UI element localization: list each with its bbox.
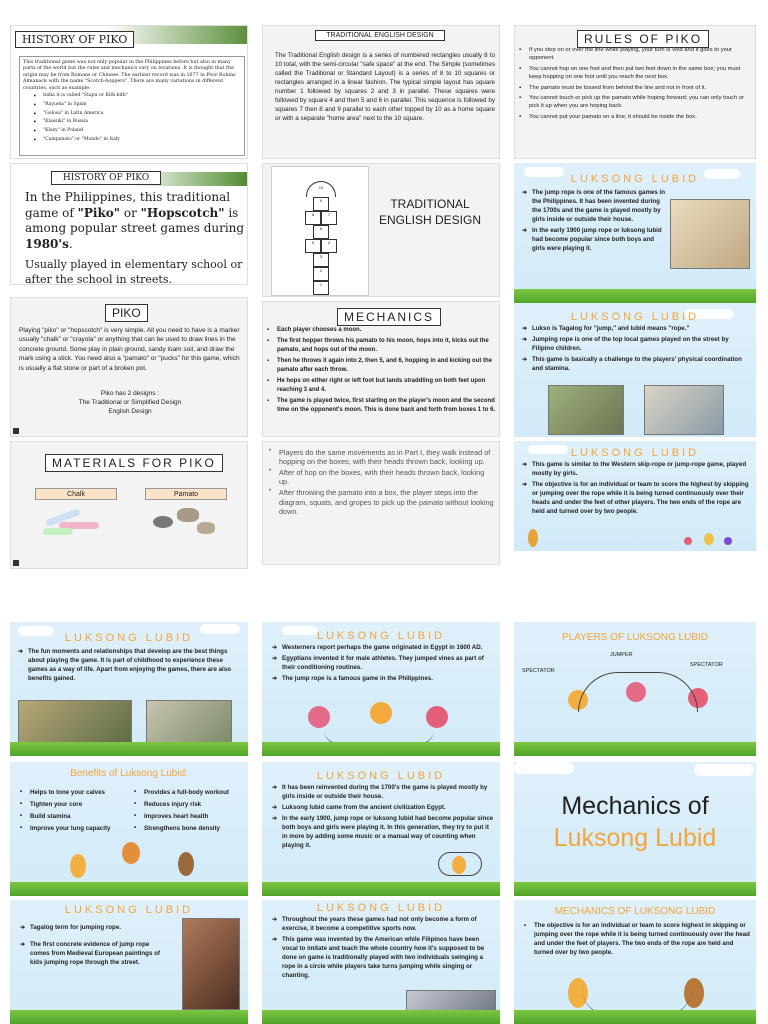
slide-title: HISTORY OF PIKO — [51, 171, 161, 185]
slide-title: RULES OF PIKO — [577, 30, 709, 48]
hopscotch-box: 5 — [305, 239, 321, 253]
slide-title: LUKSONG LUBID — [570, 173, 700, 185]
history-text-2: Usually played in elementary school or after the school in streets. — [25, 258, 243, 285]
list-item: ➔ This game was invented by the American while Filipinos have been vocal to imitate and teach the whole country how it's supposed to be done on game is traditionally played with two individuals swinging a rope in a circle while players take turns jumping while singing or chanting. — [272, 936, 496, 981]
spectator-label: SPECTATOR — [690, 662, 723, 668]
list-item: ▪ You cannot touch or pick up the pamato while hoping forward; you can only touch or pick it up when you are hoping back. — [519, 94, 751, 111]
history-text: is among popular street games during — [25, 205, 245, 236]
slide-mechanics-part-2 — [262, 441, 500, 565]
list-item: ➔ This game is basically a challenge to the players' physical coordination and stamina. — [522, 356, 750, 374]
list-item: • "Golosa" in Latin America — [33, 111, 241, 118]
list-item: ➔ It has been reinvented during the 1700's the game is played mostly by girls inside or outside their house. — [272, 784, 496, 802]
slide-benefits — [10, 762, 248, 896]
kid-jumping-illustration — [438, 852, 482, 882]
vintage-jump-rope-painting — [670, 199, 750, 269]
slide-traditional-english-design-2 — [262, 163, 500, 297]
list-item: ➔ The fun moments and relationships that develop are the best things about playing the game. It is part of childhood to experience these games as a way of life. Apart from enjoying the games, there are also benefits gained. — [18, 648, 244, 684]
hopscotch-diagram — [271, 166, 369, 296]
group-photo — [18, 700, 132, 746]
title-line-1: Mechanics of — [561, 792, 709, 820]
slide-title: Benefits of Luksong Lubid: — [70, 768, 188, 779]
slide-title: LUKSONG LUBID — [64, 904, 194, 916]
slide-history-of-piko-1 — [10, 25, 248, 159]
hopscotch-box: 9 — [313, 197, 329, 211]
slide-title: LUKSONG LUBID — [64, 632, 194, 644]
list-item: ▪ You cannot put your pamato on a line; it should be inside the box. — [519, 113, 751, 121]
list-item: • The objective is for an individual or team to score highest in skipping or jumping over the rope while it is being turned continuously over the head and under the feet of players. The two ends of the rope are held and turned over by two people. — [524, 922, 750, 958]
slide-luksong-lubid-5 — [262, 622, 500, 756]
slide-mechanics-of-luksong-lubid — [514, 900, 756, 1024]
list-item: • "Klasy" in Poland — [33, 128, 241, 135]
pamato-stones-icon — [153, 508, 223, 538]
slide-title: LUKSONG LUBID — [316, 630, 446, 642]
hopscotch-box: 1 — [313, 281, 329, 295]
design-item: English Design — [108, 407, 152, 415]
list-item: ▪ The game is played twice, first starting on the player's moon and the second time on the opponent's moon. This is done back and forth from boxes 1 to 6. — [267, 397, 497, 415]
list-item: • Players do the same movements as in Part I, they walk instead of hopping on the boxes, with their heads thrown back, looking up. — [269, 448, 495, 466]
list-item: ➔ Jumping rope is one of the top local games played on the street by Filipino children. — [522, 336, 750, 354]
list-item: ▪ He hops on either right or left foot but lands straddling on both feet upon reaching 3 and 4. — [267, 377, 497, 395]
list-item: ➔ In the early 1900, jump rope or luksong lubid had become popular since both boys and girls were playing it. In this generation, they try to put it in more by adding some music or a manual way of counting when playing it. — [272, 815, 496, 851]
slide-luksong-lubid-8 — [262, 900, 500, 1024]
list-item: • After of hop on the boxes, with their heads thrown back, looking up. — [269, 468, 495, 486]
chalk-icon — [41, 508, 111, 538]
list-item: ➔ In the early 1900 jump rope or luksong lubid had become popular since both boys and girls were playing it. — [522, 227, 668, 254]
slide-body: The Traditional English design is a series of numbered rectangles usually 8 to 10 total, with the semi-circular "safe space" at the end. The Simple (sometimes called the Traditional or Standard Layout) is a series of 8 to 10 squares or rectangles arranged in a linear fashion. The typical simple layout has square number 1 followed by squares 2 and 3 in parallel. These squares were followed by square 4 and then 5 and 6 in parallel. This sequence is followed by squares 7 then 8 and 9 parallel to each other topped by 10 as a home square or with a separate "home area" next to the 10 square. — [275, 52, 495, 122]
pamato-label: Pamato — [145, 488, 227, 500]
slide-materials-for-piko — [10, 441, 248, 569]
jumper-label: JUMPER — [610, 652, 633, 658]
hopscotch-box: 7 — [321, 211, 337, 225]
title-line-2: Luksong Lubid — [553, 824, 717, 852]
jump-rope-photo — [146, 700, 232, 746]
list-item: ▪ The first hopper throws his pamato to his moon, hops into it, kicks out the pamato, and hops out of the moon. — [267, 337, 497, 355]
hopscotch-term: "Hopscotch" — [140, 205, 225, 220]
list-item: ➔ Luksong lubid came from the ancient civilization Egypt. — [272, 804, 496, 813]
list-item: ▪ The pamato must be tossed from behind the line and not in front of it. — [519, 84, 751, 92]
hopscotch-box: 2 — [313, 267, 329, 281]
list-item: • India it is called "Stapu or Kith-kith" — [33, 93, 241, 100]
slide-luksong-lubid-2 — [514, 303, 756, 437]
slide-luksong-lubid-1 — [514, 163, 756, 303]
list-item: • "Campanato" or "Mondo" in Italy — [33, 137, 241, 144]
street-photo — [548, 385, 624, 435]
hopscotch-box: 10 — [318, 185, 324, 190]
design-item: The Traditional or Simplified Design — [78, 398, 182, 406]
list-item: ➔ Egyptians invented it for male athletes. They jumped vines as part of their conditioning routines. — [272, 655, 496, 673]
list-item: ▪ You cannot hop on one foot and then put two feet down in the same box; you must keep hopping on one foot until you reach the next box. — [519, 65, 751, 82]
list-item: ▪ Each player chooses a moon. — [267, 326, 497, 335]
list-item: • After throwing the pamato into a box, the player steps into the diagram, squats, and gropes to pick up the pamato without looking down. — [269, 488, 495, 515]
kids-jumping-illustration — [308, 702, 458, 746]
slide-title: TRADITIONAL ENGLISH DESIGN — [378, 197, 482, 228]
history-text: or — [120, 205, 141, 220]
slide-history-of-piko-2 — [10, 163, 248, 285]
history-text: . — [68, 236, 73, 251]
slide-title: LUKSONG LUBID — [570, 447, 700, 459]
history-text: In the Philippines, this traditional game of — [25, 190, 231, 220]
hopscotch-box: 8 — [305, 211, 321, 225]
slide-mechanics — [262, 301, 500, 437]
list-item: ▪ If you step on or over the line while playing, your turn is void and it goes to your opponent. — [519, 46, 751, 63]
hopscotch-box: 4 — [321, 239, 337, 253]
slide-luksong-lubid-7 — [10, 900, 248, 1024]
slide-luksong-lubid-4 — [10, 622, 248, 756]
medieval-painting — [182, 918, 240, 1010]
kid-illustration — [704, 533, 714, 545]
chalk-label: Chalk — [35, 488, 117, 500]
kid-illustration — [724, 537, 732, 545]
slide-luksong-lubid-6 — [262, 762, 500, 896]
slide-rules-of-piko — [514, 25, 756, 159]
spectator-label: SPECTATOR — [522, 668, 555, 674]
benefit-item: • Reduces injury risk — [134, 800, 244, 810]
slide-body: This traditional game was not only popular in the Philippines before but also in many parts of the world but the rules and mechanics vary on locations. It is thought that the origin may be from Romans or Chinese. The earliest record was in 1677 in Poor Robins Almanack with the name "Scotch-hoppers". There are many variations in different countries, such as example: — [23, 60, 236, 91]
list-item: • "Klassiki" in Russia — [33, 119, 241, 126]
slide-title: MATERIALS FOR PIKO — [45, 454, 223, 472]
hopscotch-box: 6 — [313, 225, 329, 239]
slide-title: MECHANICS OF LUKSONG LUBID — [554, 906, 716, 917]
piko-term: "Piko" — [77, 205, 121, 220]
players-illustration — [564, 672, 714, 732]
slide-mechanics-of-luksong-lubid-title — [514, 762, 756, 896]
children-photo — [644, 385, 724, 435]
benefit-item: • Strengthens bone density — [134, 824, 244, 834]
year-term: 1980's — [25, 236, 69, 251]
list-item: ➔ The jump rope is one of the famous games in the Philippines. It has been invented during the 1700s and the game is played mostly by girls inside or outside their house. — [522, 189, 668, 225]
slide-traditional-english-design-1 — [262, 25, 500, 159]
slide-title: LUKSONG LUBID — [316, 902, 446, 914]
kids-rope-illustration — [70, 842, 200, 882]
slide-luksong-lubid-3 — [514, 441, 756, 551]
slide-piko — [10, 297, 248, 437]
slide-title: LUKSONG LUBID — [316, 770, 446, 782]
list-item: ➔ This game is similar to the Western skip-rope or jump-rope game, played mostly by girls. — [522, 461, 752, 479]
list-item: ➔ Westerners report perhaps the game originated in Egypt in 1600 AD. — [272, 644, 496, 653]
slide-title: TRADITIONAL ENGLISH DESIGN — [315, 30, 445, 41]
slide-title: HISTORY OF PIKO — [15, 31, 134, 48]
slide-players-of-luksong-lubid — [514, 622, 756, 756]
list-item: • "Rayuela" in Spain — [33, 102, 241, 109]
kid-illustration — [684, 537, 692, 545]
slide-title: LUKSONG LUBID — [570, 311, 700, 323]
design-heading: Piko has 2 designs : — [100, 390, 160, 397]
list-item: ▪ Then he throws it again into 2, then 5, and 6, hopping in and kicking out the pamato after each throw. — [267, 357, 497, 375]
list-item: ➔ Lukso is Tagalog for "jump," and lubid means "rope." — [522, 325, 750, 334]
benefit-item: • Helps to tone your calves — [20, 788, 130, 798]
list-item: ➔ Tagalog term for jumping rope. — [20, 924, 170, 933]
list-item: ➔ Throughout the years these games had not only become a form of exercise, it become a competitive sports now. — [272, 916, 496, 934]
list-item: ➔ The jump rope is a famous game in the Philippines. — [272, 675, 496, 684]
benefit-item: • Provides a full-body workout — [134, 788, 244, 798]
benefit-item: • Improves heart health — [134, 812, 244, 822]
benefit-item: • Improve your lung capacity — [20, 824, 130, 834]
list-item: ➔ The first concrete evidence of jump rope comes from Medieval European paintings of kids jumping rope through the street. — [20, 941, 170, 968]
kid-illustration — [528, 529, 538, 547]
list-item: ➔ The objective is for an individual or team to score the highest by skipping or jumping over the rope while it is being turned continuously over their heads and under the feet of other players. The two ends of the rope are held and turned over by two people. — [522, 481, 752, 517]
benefit-item: • Build stamina — [20, 812, 130, 822]
slide-body: Playing "piko" or "hopscotch" is very simple. All you need to have is a marker usually "chalk" or "crayola" or anything that can be used to draw lines in the concrete ground. Some play in plain ground, sandy loam soil, and draw the mark using a stick. You need also a "pamato" or "pucks" for this game, which is usually a flat stone or part of a broken pot. — [19, 327, 240, 372]
slide-title: PLAYERS OF LUKSONG LUBID — [562, 632, 708, 643]
hopscotch-box: 3 — [313, 253, 329, 267]
slide-title: MECHANICS — [337, 308, 441, 326]
benefit-item: • Tighten your core — [20, 800, 130, 810]
slide-title: PIKO — [105, 304, 148, 322]
